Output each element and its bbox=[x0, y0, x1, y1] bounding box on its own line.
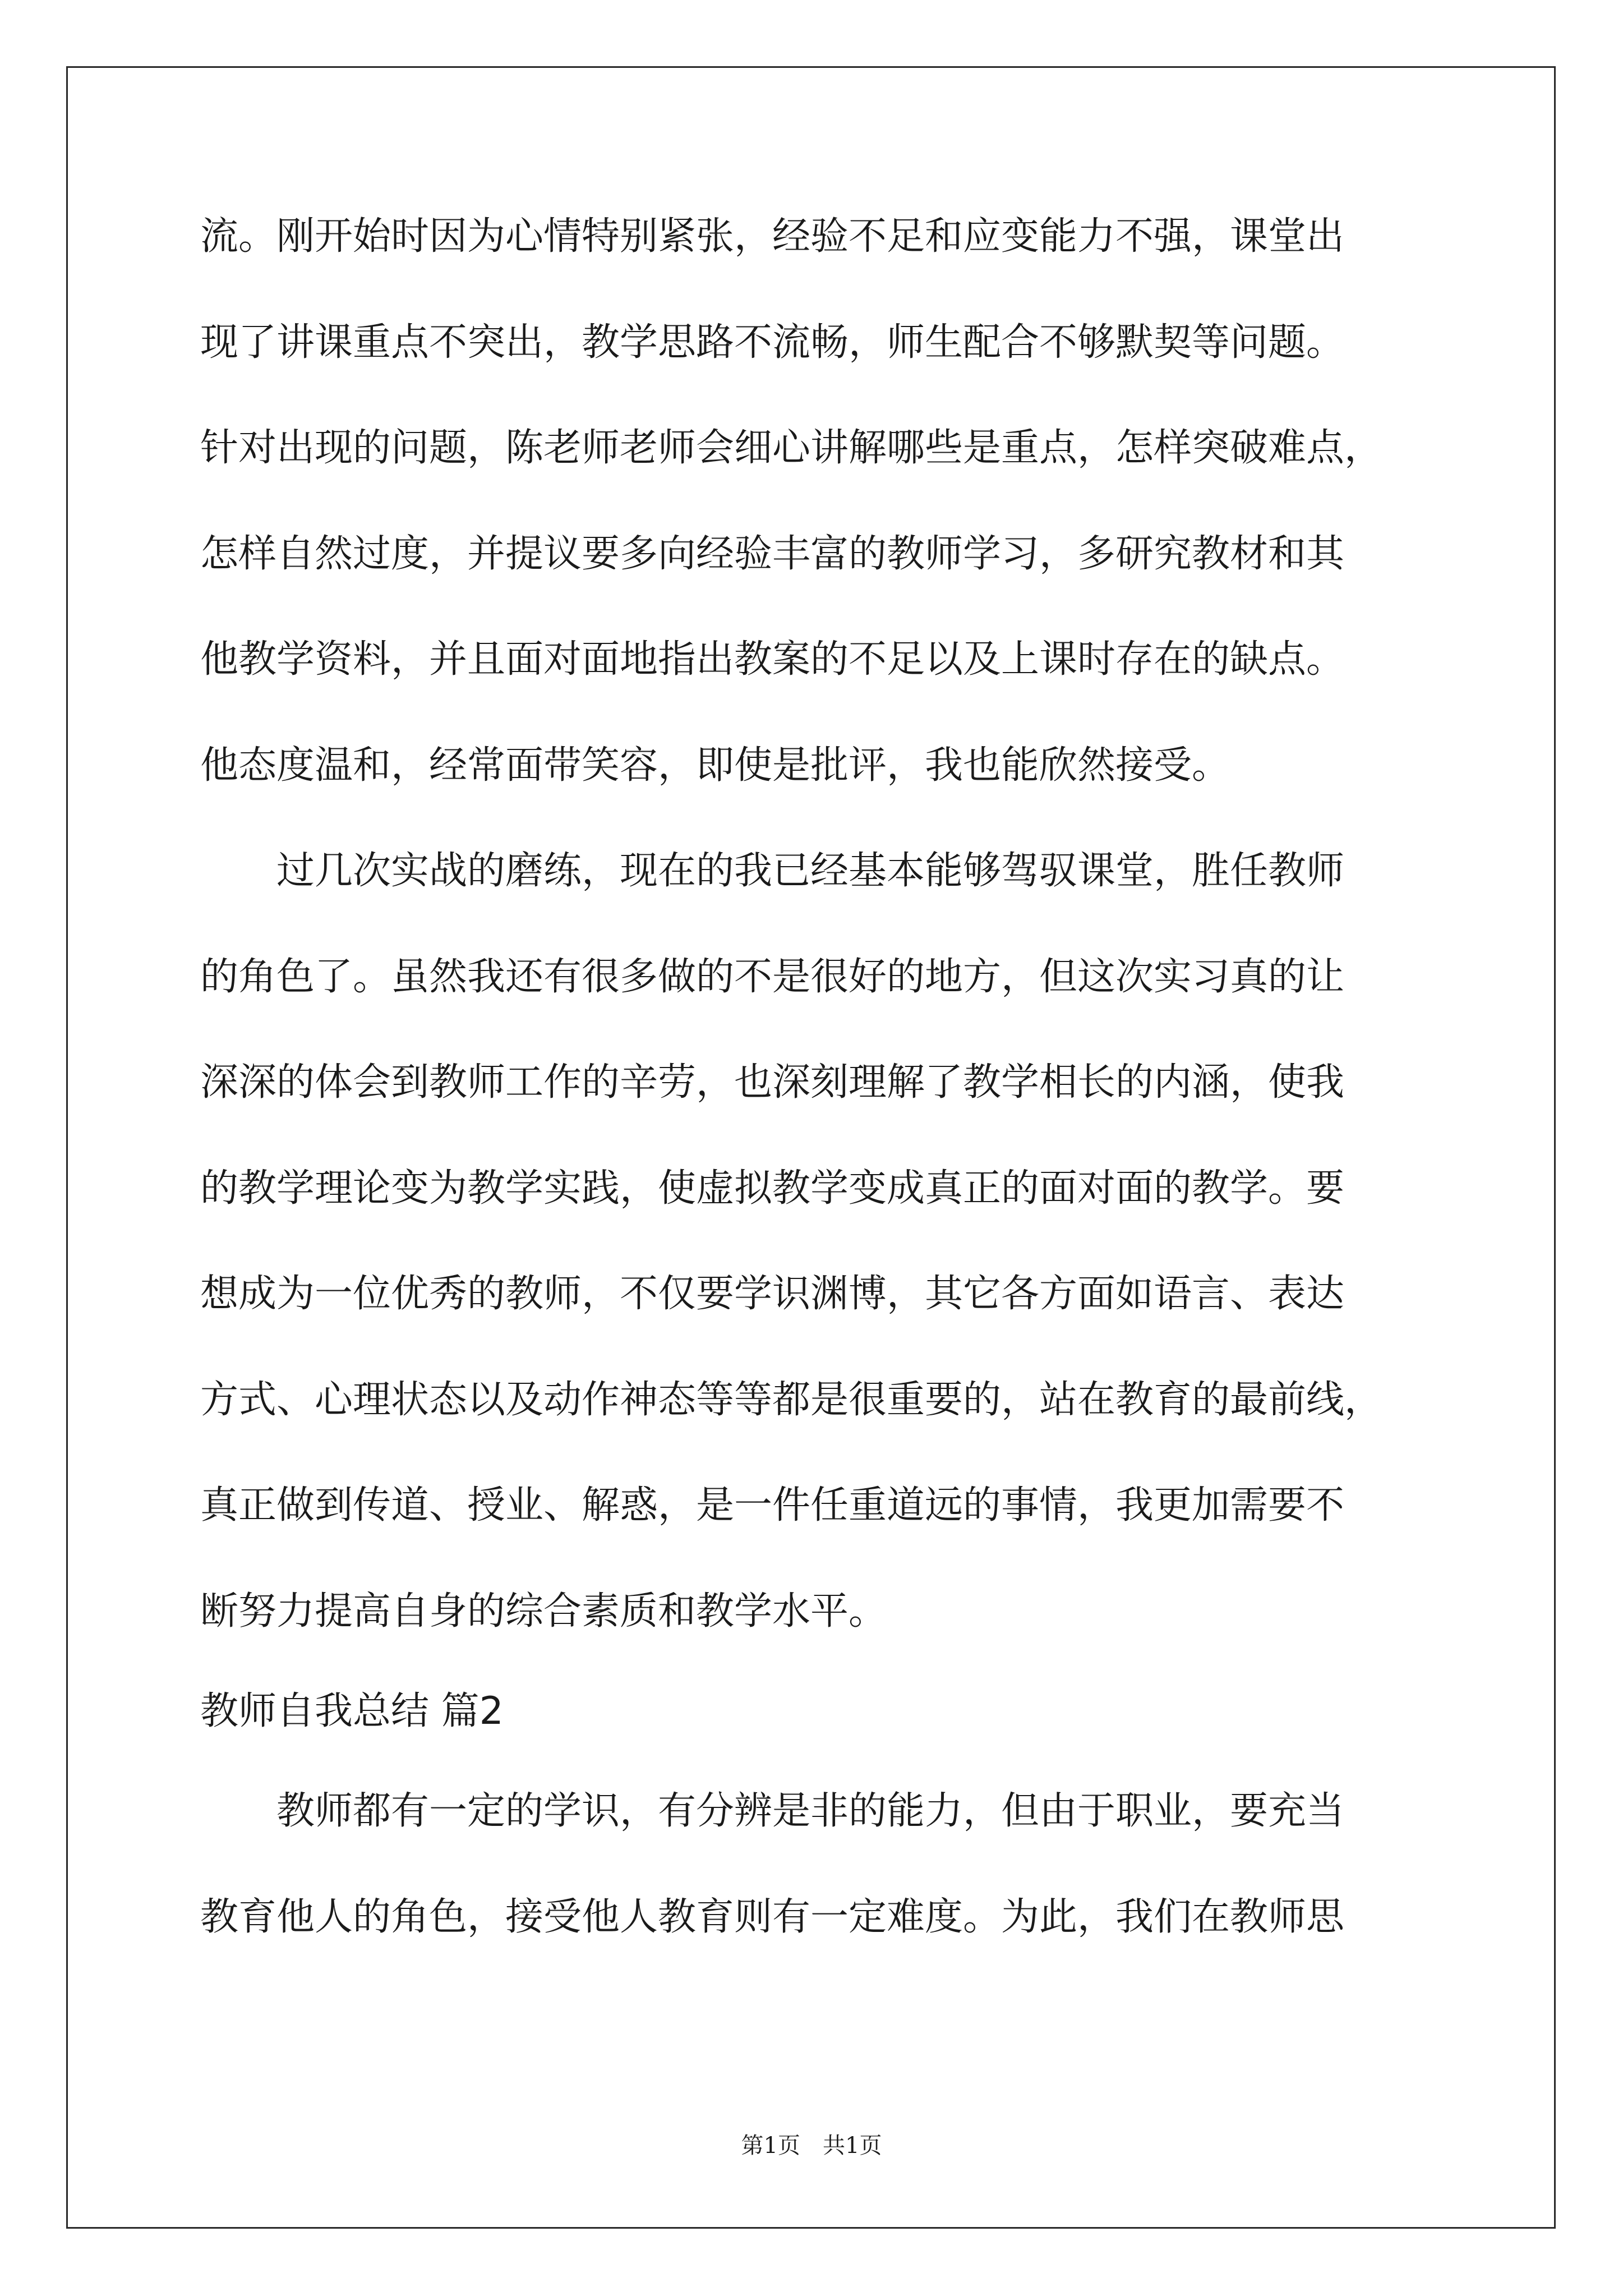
text-line-7: 过几次实战的磨练，现在的我已经基本能够驾驭课堂，胜任教师 bbox=[200, 849, 1345, 893]
text-line-1: 流。刚开始时因为心情特别紧张，经验不足和应变能力不强，课堂出 bbox=[200, 214, 1345, 259]
text-line-8: 的角色了。虽然我还有很多做的不是很好的地方，但这次实习真的让 bbox=[200, 955, 1345, 999]
text-line-17: 教育他人的角色，接受他人教育则有一定难度。为此，我们在教师思 bbox=[200, 1895, 1345, 1939]
page-footer: 第1页 共1页 bbox=[741, 2133, 882, 2159]
text-line-3: 针对出现的问题，陈老师老师会细心讲解哪些是重点，怎样突破难点， bbox=[200, 426, 1383, 470]
text-line-5: 他教学资料，并且面对面地指出教案的不足以及上课时存在的缺点。 bbox=[200, 637, 1345, 682]
text-line-12: 方式、心理状态以及动作神态等等都是很重要的，站在教育的最前线， bbox=[200, 1378, 1383, 1422]
text-line-9: 深深的体会到教师工作的辛劳，也深刻理解了教学相长的内涵，使我 bbox=[200, 1060, 1345, 1105]
text-line-16: 教师都有一定的学识，有分辨是非的能力，但由于职业，要充当 bbox=[200, 1789, 1345, 1833]
section-heading: 教师自我总结 篇2 bbox=[200, 1689, 504, 1733]
text-line-13: 真正做到传道、授业、解惑，是一件任重道远的事情，我更加需要不 bbox=[200, 1483, 1345, 1527]
text-line-14: 断努力提高自身的综合素质和教学水平。 bbox=[200, 1589, 887, 1634]
text-line-4: 怎样自然过度，并提议要多向经验丰富的教师学习，多研究教材和其 bbox=[200, 532, 1345, 576]
text-line-2: 现了讲课重点不突出，教学思路不流畅，师生配合不够默契等问题。 bbox=[200, 320, 1345, 365]
text-line-11: 想成为一位优秀的教师，不仅要学识渊博，其它各方面如语言、表达 bbox=[200, 1272, 1345, 1316]
text-line-6: 他态度温和，经常面带笑容，即使是批评，我也能欣然接受。 bbox=[200, 743, 1230, 788]
text-line-10: 的教学理论变为教学实践，使虚拟教学变成真正的面对面的教学。要 bbox=[200, 1166, 1345, 1211]
